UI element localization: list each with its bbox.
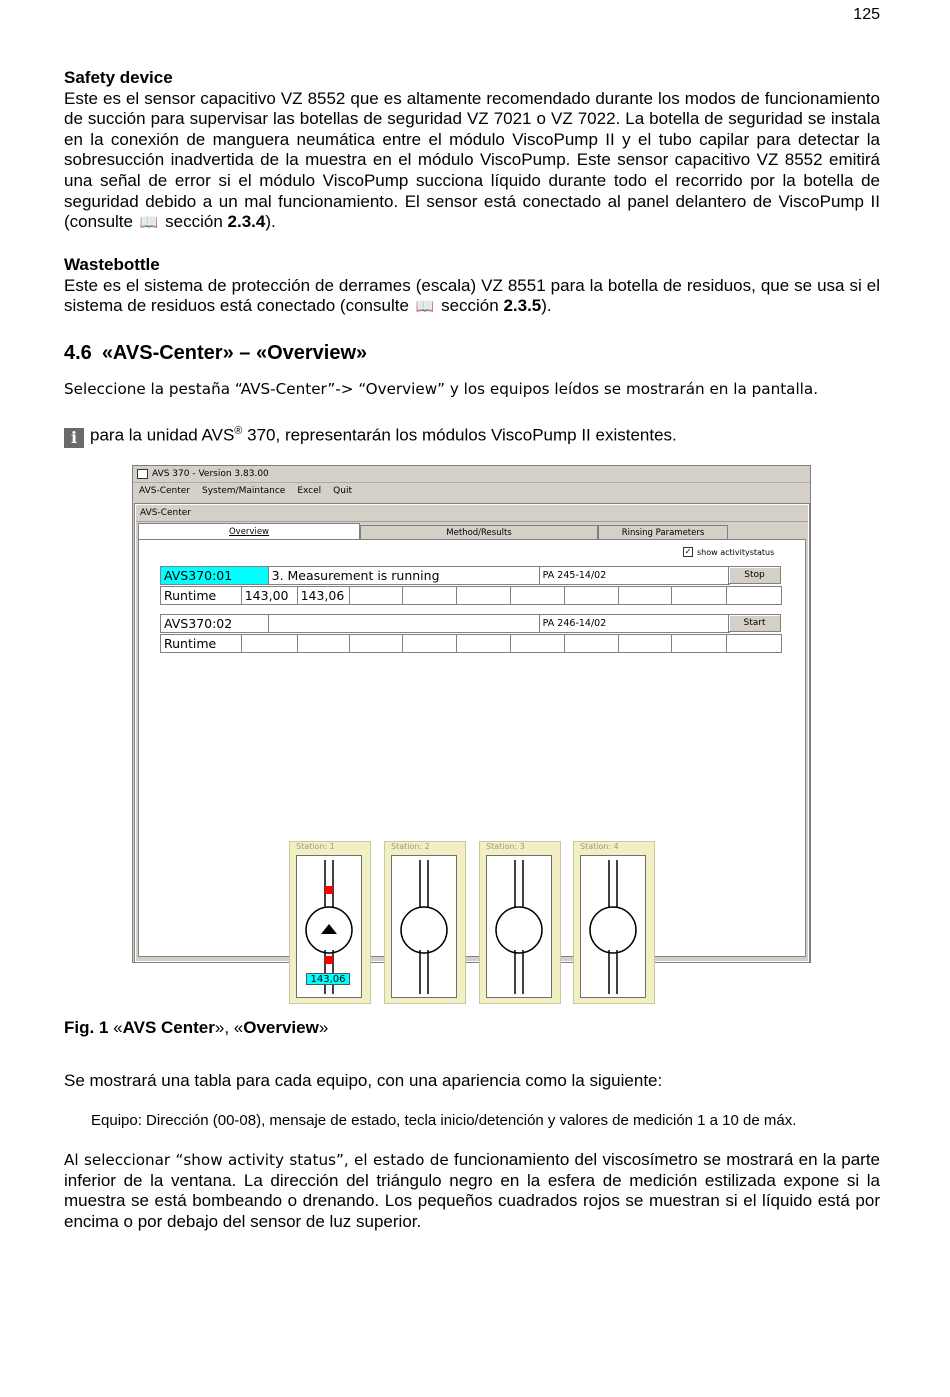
device-2-value-7: [565, 635, 619, 652]
frame-title: AVS-Center: [136, 505, 808, 522]
checkbox-checked-icon[interactable]: ✓: [684, 547, 692, 556]
section-heading: [64, 342, 367, 365]
device-2-status: [269, 615, 540, 632]
station-1-label: Station: 1: [296, 842, 335, 851]
caption-close-quote: »: [318, 1018, 329, 1037]
caption-avs-center: AVS Center: [122, 1018, 215, 1037]
show-activity-status[interactable]: [683, 547, 774, 557]
avs-window-screenshot: [132, 465, 811, 985]
device-1-value-2: 143,06: [298, 587, 351, 604]
viscometer-diagram-icon: [581, 856, 645, 997]
device-2-value-4: [403, 635, 457, 652]
device-1-runtime-label: Runtime: [161, 587, 242, 604]
device-2-runtime-label: Runtime: [161, 635, 242, 652]
wastebottle-section: [64, 255, 880, 318]
safety-ref-number: 2.3.4: [227, 212, 266, 232]
station-2-label: Station: 2: [391, 842, 430, 851]
wastebottle-text: Este es el sistema de protección de derrames (escala) VZ 8551 para la botella de residuos, que se usa si el sistema de residuos está conectado (consulte: [64, 275, 880, 316]
device-1-value-3: [350, 587, 403, 604]
registered-mark: ®: [234, 425, 243, 437]
device-2-value-5: [457, 635, 511, 652]
caption-overview: Overview: [243, 1018, 319, 1037]
station-1-value: 143,06: [306, 973, 350, 985]
station-2: [384, 841, 466, 1004]
device-2-value-2: [298, 635, 351, 652]
caption-open-quote: «: [113, 1018, 123, 1037]
window-title: AVS 370 - Version 3.83.00: [152, 469, 269, 479]
table-intro: Se mostrará una tabla para cada equipo, con una apariencia como la siguiente:: [64, 1071, 663, 1090]
figure-label: Fig. 1: [64, 1018, 109, 1037]
safety-ref-word: sección: [165, 212, 223, 232]
section-number: 4.6: [64, 342, 92, 364]
safety-device-section: [64, 68, 880, 234]
waste-ref-number: 2.3.5: [503, 296, 542, 316]
figure-caption: [64, 1018, 880, 1039]
device-1-value-4: [403, 587, 457, 604]
device-2-value-3: [350, 635, 403, 652]
safety-device-text: Este es el sensor capacitivo VZ 8552 que es altamente recomendado durante los modos de funcionamiento de succión para supervisar las botellas de seguridad VZ 7021 o VZ 7022. La botella de seguridad se instala en la conexión de manguera neumática entre el módulo ViscoPump II y el tubo capilar para detectar la sobresucción inadvertida de la muestra en el módulo ViscoPump. Este sensor capacitivo VZ 8552 emitirá una señal de error si el módulo ViscoPump succiona líquido durante todo el recorrido por la botella de seguridad debido a un mal funcionamiento. El sensor está conectado al panel delantero de ViscoPump II (consulte: [64, 88, 880, 232]
menu-system-maintance[interactable]: System/Maintance: [202, 486, 286, 496]
device-2-value-6: [511, 635, 565, 652]
menu-bar: [133, 483, 810, 499]
menu-avs-center[interactable]: AVS-Center: [139, 486, 190, 496]
device-2-value-10: [727, 635, 781, 652]
tab-overview-label: Overview: [228, 527, 270, 537]
info-icon: i: [64, 428, 84, 448]
station-4-label: Station: 4: [580, 842, 619, 851]
device-1-value-5: [457, 587, 511, 604]
activity-status-paragraph: [64, 1150, 880, 1232]
menu-excel[interactable]: Excel: [297, 486, 322, 496]
caption-separator: », «: [214, 1018, 244, 1037]
stop-button[interactable]: Stop: [728, 566, 781, 584]
page-number: 125: [853, 6, 880, 23]
station-3-viscometer: [486, 855, 552, 998]
device-2-runtime-row: [160, 634, 782, 653]
device-1-status: 3. Measurement is running: [269, 567, 540, 584]
window-titlebar: [133, 466, 810, 483]
station-2-viscometer: [391, 855, 457, 998]
waste-ref-word: sección: [441, 296, 499, 316]
equipment-description: Equipo: Dirección (00-08), mensaje de estado, tecla inicio/detención y valores de medición 1 a 10 de máx.: [91, 1112, 797, 1129]
section-intro: Seleccione la pestaña “AVS-Center”-> “Overview” y los equipos leídos se mostrarán en la pantalla.: [64, 380, 819, 398]
device-1-value-10: [727, 587, 781, 604]
device-1-runtime-row: [160, 586, 782, 605]
start-button[interactable]: Start: [728, 614, 781, 632]
viscometer-diagram-icon: [392, 856, 456, 997]
device-2-value-1: [242, 635, 298, 652]
device-2-status-row: [160, 614, 730, 633]
safety-ref-close: ).: [265, 212, 276, 232]
info-note-text-b: 370, representarán los módulos ViscoPump II existentes.: [242, 425, 677, 445]
overview-panel: [138, 539, 806, 985]
station-3: [479, 841, 561, 1004]
station-1-viscometer: [296, 855, 362, 998]
app-icon: [137, 469, 148, 479]
tab-rinsing-parameters[interactable]: [598, 525, 728, 539]
menu-quit[interactable]: Quit: [333, 486, 352, 496]
checkbox-label: show activitystatus: [697, 547, 775, 557]
wastebottle-paragraph: [64, 276, 880, 318]
device-1-sample: PA 245-14/02: [542, 570, 607, 581]
tab-overview[interactable]: [138, 523, 360, 539]
avs-center-frame: [135, 504, 809, 985]
info-note-text-a: para la unidad AVS: [90, 425, 235, 445]
info-note: [64, 421, 880, 448]
book-icon: 📖: [139, 214, 159, 232]
wastebottle-heading: Wastebottle: [64, 255, 160, 274]
device-1-id: AVS370:01: [161, 567, 269, 584]
activity-status-rest: funcionamiento del viscosímetro se mostrará en la parte inferior de la ventana. La dirección del triángulo negro en la esfera de medición estilizada expone si la muestra se está bombeando o drenando. Los pequeños cuadrados rojos se muestran si el líquido está por encima o por debajo del sensor de luz superior.: [64, 1150, 881, 1231]
tab-method-results-label: Method/Results: [446, 528, 512, 538]
waste-ref-close: ).: [541, 296, 552, 316]
station-4-viscometer: [580, 855, 646, 998]
activity-status-lead: Al seleccionar “show activity status”, el estado de: [64, 1151, 449, 1169]
station-4: [573, 841, 655, 1004]
device-1-value-1: 143,00: [242, 587, 298, 604]
section-title: «AVS-Center» – «Overview»: [101, 342, 368, 364]
book-icon: 📖: [415, 298, 435, 316]
tab-rinsing-parameters-label: Rinsing Parameters: [621, 528, 705, 538]
device-2-value-8: [619, 635, 673, 652]
station-3-label: Station: 3: [486, 842, 525, 851]
device-1-value-9: [672, 587, 727, 604]
tab-method-results[interactable]: [360, 525, 598, 539]
device-2-sample: PA 246-14/02: [542, 618, 607, 629]
viscometer-diagram-icon: [487, 856, 551, 997]
device-1-value-7: [565, 587, 619, 604]
station-1: [289, 841, 371, 1004]
safety-device-heading: Safety device: [64, 68, 173, 87]
device-2-id: AVS370:02: [161, 615, 269, 632]
device-1-value-8: [619, 587, 673, 604]
device-1-status-row: [160, 566, 730, 585]
safety-device-paragraph: [64, 89, 880, 234]
device-1-value-6: [511, 587, 565, 604]
device-2-value-9: [672, 635, 727, 652]
